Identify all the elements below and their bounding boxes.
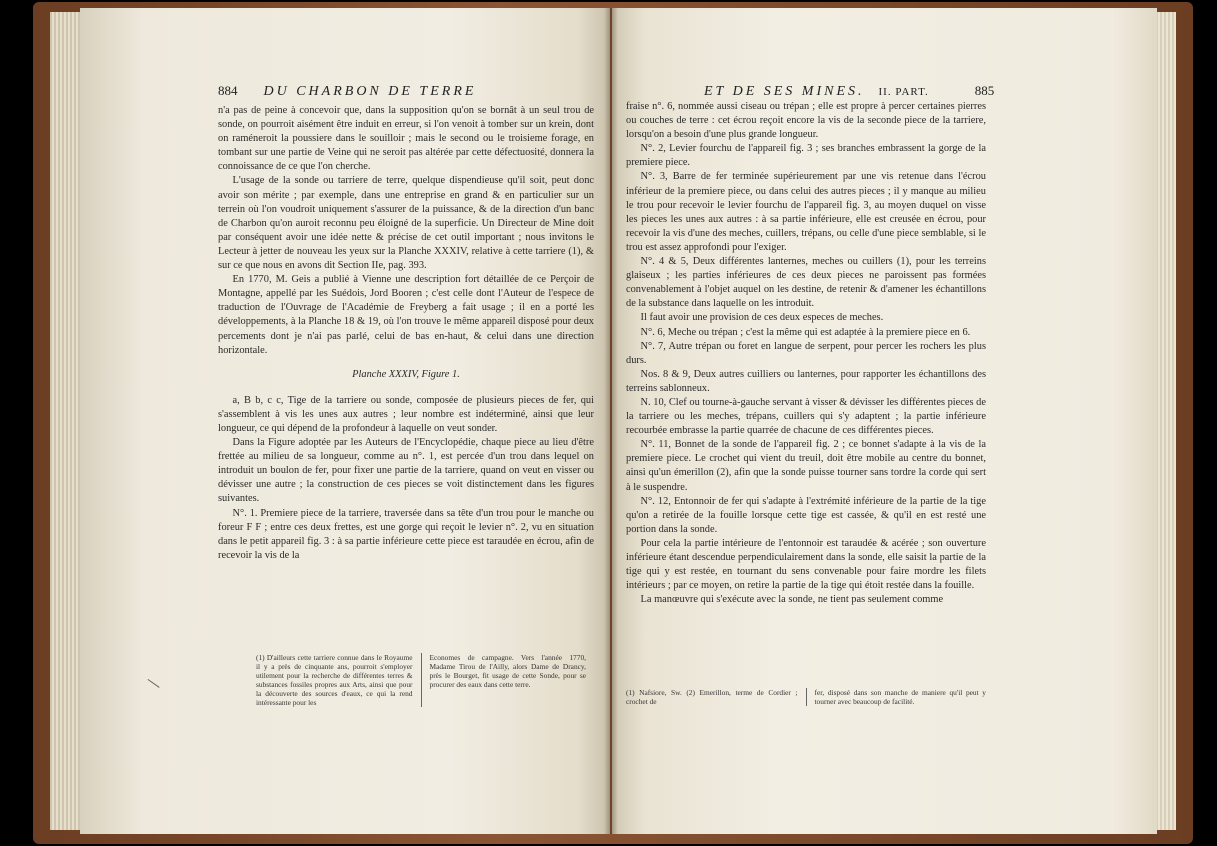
right-paragraph: N°. 4 & 5, Deux différentes lanternes, meches ou cuillers (1), pour les terreins glaiseux ; les parties inférieures de ces deux pieces ne paroissent pas formées convenablement à l'objet auquel on les destine, de retenir & d'amener les échantillons de la substance dans laquelle on les introduit. [626,256,986,310]
left-footnotes [256,653,586,707]
left-page-number: 884 [218,83,238,98]
right-page-number: 885 [974,83,995,98]
right-paragraph: Pour cela la partie intérieure de l'entonnoir est taraudée & acérée ; son ouverture inférieure étant descendue perpendiculairement dans la sonde, elle saisit la partie de la tige qui y est restée, en tournant du sens convenable pour faire mordre les filets intérieurs ; par ce moyen, on retire la partie de la tige qui étoit restée dans la fouille. [626,537,986,592]
left-paragraph: N°. 1. Premiere piece de la tarriere, traversée dans sa tête d'un trou pour le manche ou foreur F F ; entre ces deux frettes, est une gorge qui reçoit le levier n°. 2, vu en situation dans le petit appareil fig. 3 : à sa partie inférieure cette piece est taraudée en écrou, afin de recevoir la vis de la [218,507,594,561]
left-paragraph: En 1770, M. Geis a publié à Vienne une description fort détaillée de ce Perçoir de Montagne, appellé par les Suédois, Jord Booren ; c'est celle dont l'Auteur de l'espece de traduction de l'Ouvrage de l'Académie de Freyberg a fait usage ; il en a porté les développements, à la Planche 18 & 19, où l'on trouve le même appareil disposé pour deux percements dont je n'ai pas parlé, celui de bas en-haut, & celui dans une direction horizontale. [218,274,594,356]
left-footnote-col1: (1) D'ailleurs cette tarriere connue dans le Royaume il y a près de cinquante ans, pourroit s'employer utilement pour la recherche de différentes terres & substances fossiles propres aux Arts, ainsi que pour la découverte des sources d'eaux, ce qui la rend intéressante pour les [256,653,413,707]
right-body [626,100,986,607]
right-paragraph: Nos. 8 & 9, Deux autres cuilliers ou lanternes, pour rapporter les échantillons des terreins sablonneux. [626,368,986,394]
right-paragraph: fraise n°. 6, nommée aussi ciseau ou trépan ; elle est propre à percer certaines pierres ou couches de terre : cet écrou reçoit encore la vis de la seconde piece de la tarriere, lorsqu'on a besoin d'une plus grande longueur. [626,101,986,141]
plate-heading: Planche XXXIV, Figure 1. [352,368,460,380]
book-gutter [604,8,618,834]
right-running-head [704,82,994,100]
right-paragraph: N°. 3, Barre de fer terminée supérieurement par une vis retenue dans l'écrou inférieur de la premiere piece, ou dans celui des autres pieces ; il y manque au milieu le trou pour recevoir le levier fourchu de l'appareil fig. 3, au moyen duquel on visse les pieces les unes aux autres : à sa partie inférieure, elle est creusée en écrou, pour recevoir la vis d'une des meches, cuillers, trépans, ou celle d'une piece semblable, si le trou est assez approfondi pour l'exiger. [626,171,986,253]
right-running-part: II. PART. [878,86,929,98]
left-paragraph: n'a pas de peine à concevoir que, dans la supposition qu'on se bornât à un seul trou de sonde, on pourroit aisément être induit en erreur, si l'on venoit à tomber sur un krein, dont on raméneroit la poussiere dans le souilloir ; mais le second ou le troisieme forage, en tombant sur une partie de Veine qui ne seroit pas altérée par cette défectuosité, donnera la connoissance de ce que l'on cherche. [218,105,594,173]
right-running-title: ET DE SES MINES. [704,84,865,99]
right-paragraph: Il faut avoir une provision de ces deux especes de meches. [640,312,884,324]
left-body [218,104,594,563]
footnote-divider [806,688,807,706]
right-paragraph: N°. 7, Autre trépan ou foret en langue de serpent, pour percer les rochers les plus durs. [626,340,986,366]
right-paragraph: N. 10, Clef ou tourne-à-gauche servant à visser & dévisser les différentes pieces de la tarriere ou les meches, trépans, cuillers qui s'y adaptent ; la partie inférieure recourbée embrasse la partie quarrée de chacune de ces différentes pieces. [626,396,986,437]
left-running-title: DU CHARBON DE TERRE [263,84,477,99]
left-page [80,8,610,834]
left-paragraph: a, B b, c c, Tige de la tarriere ou sonde, composée de plusieurs pieces de fer, qui s'assemblent à vis les unes aux autres ; leur nombre est indéterminé, ainsi que leur longueur, ce qui dépend de la profondeur à laquelle on veut sonder. [218,394,594,434]
right-paragraph: N°. 2, Levier fourchu de l'appareil fig. 3 ; ses branches embrassent la gorge de la premiere piece. [626,143,986,169]
right-footnote-col2: fer, disposé dans son manche de maniere qu'il peut y tourner avec beaucoup de facilité. [814,688,986,706]
right-paragraph: N°. 6, Meche ou trépan ; c'est la même qui est adaptée à la premiere piece en 6. [640,326,971,338]
left-paragraph: L'usage de la sonde ou tarriere de terre, quelque dispendieuse qu'il soit, peut donc avoir son mérite ; par exemple, dans une entreprise en grand & en particulier sur un terrein où l'on voudroit uniquement s'assurer de la puissance, & de la direction d'un banc de Charbon qu'on auroit reconnu peu éloigné de la superficie. Un Directeur de Mine doit par conséquent avoir une idée nette & précise de cet outil important ; nous invitons le Lecteur à jetter de nouveau les yeux sur la Planche XXXIV, relative à cette tarriere (1), & sur ce que nous en avons dit Section IIe, pag. 393. [218,175,594,272]
right-page [612,8,1157,834]
left-running-head [218,82,476,100]
page-edges-left [50,12,82,830]
right-paragraph: N°. 11, Bonnet de la sonde de l'appareil fig. 2 ; ce bonnet s'adapte à la vis de la premiere piece. Le crochet qui vient du treuil, doit être mobile au centre du bonnet, ainsi qu'un émerillon (2), afin que la sonde puisse tourner sans tordre la corde qui sert à le suspendre. [626,439,986,493]
left-paragraph: Dans la Figure adoptée par les Auteurs de l'Encyclopédie, chaque piece au lieu d'être frettée au milieu de sa longueur, comme au n°. 1, est percée d'un trou dans lequel on introduit un boulon de fer, pour fixer une partie de la tarriere, quand on veut en visser ou dévisser une autre ; la construction de ces pieces se voit distinctement dans les figures suivantes. [218,437,594,505]
footnote-divider [421,653,422,707]
right-footnote-col1: (1) Nafsiore, Sw. (2) Emerillon, terme de Cordier ; crochet de [626,688,798,706]
right-paragraph: N°. 12, Entonnoir de fer qui s'adapte à l'extrémité inférieure de la partie de la tige qu'on a retirée de la fouille lorsque cette tige est cassée, & qu'il en est resté une portion dans la sonde. [626,495,986,535]
left-footnote-col2: Economes de campagne. Vers l'année 1770, Madame Tirou de l'Ailly, alors Dame de Drancy, près le Bourget, fit usage de cette Sonde, pour se procurer des eaux dans cette terre. [429,653,586,689]
right-paragraph: La manœuvre qui s'exécute avec la sonde, ne tient pas seulement comme [640,594,944,606]
right-footnotes [626,688,986,706]
